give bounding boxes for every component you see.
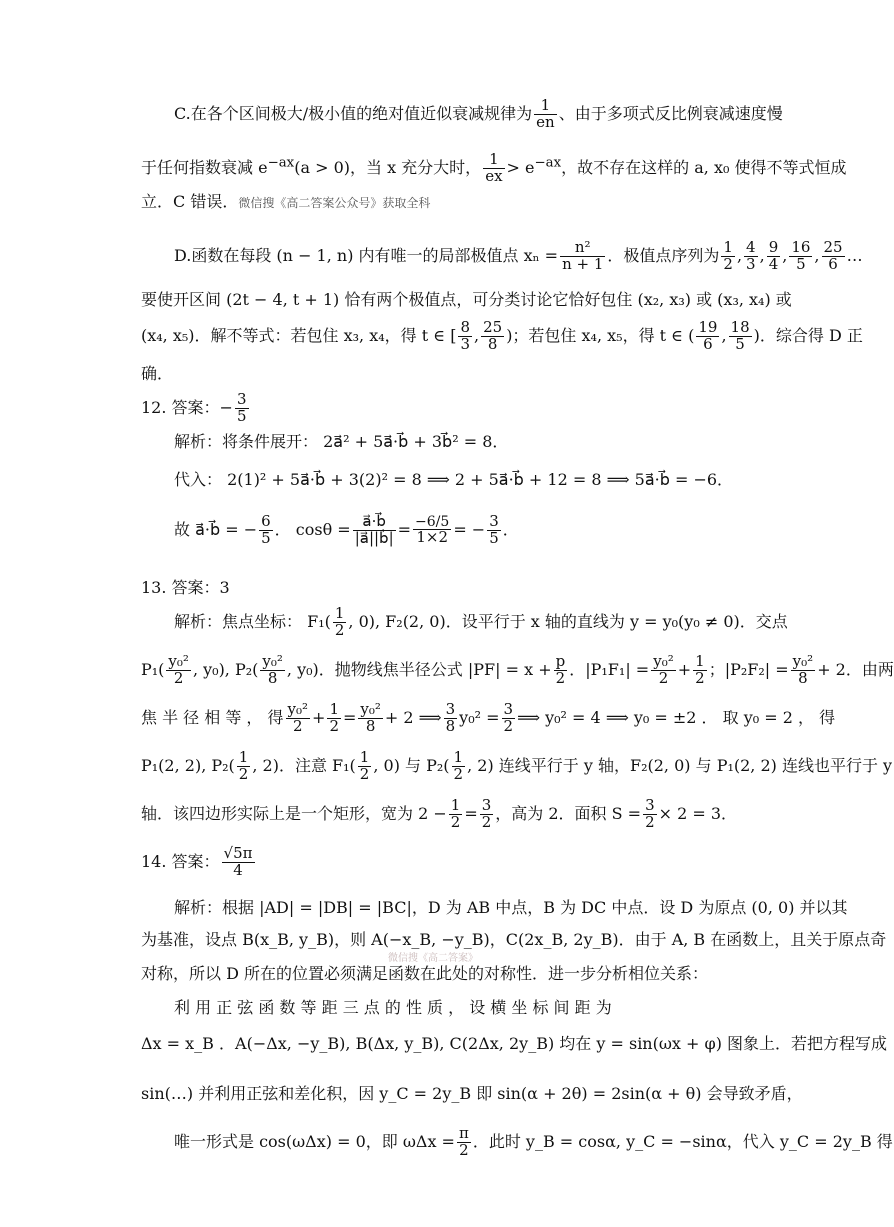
q14-analysis-5: Δx = x_B ．A(−Δx, −y_B), B(Δx, y_B), C(2Δx, 2y_B) 均在 y = sin(ωx + φ) 图象上．若把方程写成 <box>141 1034 888 1053</box>
q13-answer: 13. 答案：3 <box>141 578 230 597</box>
q13-analysis-4: P₁(2, 2), P₂( $\frac{1}{2}$ , 2)．注意 F₁( $\frac{1}{2}$ , 0) 与 P₂( $\frac{1}{2}$ , 2) 连线平行于 y 轴，F₂(2, 0) 与 P₁(2, 2) 连线也平行于 y <box>141 748 893 783</box>
extremum-sequence: $\frac{1}{2}$ , $\frac{4}{3}$ , $\frac{9}{4}$ , $\frac{16}{5}$ , $\frac{25}{6}$ <box>723 238 843 273</box>
text-line-d-option-1: D.函数在每段 (n − 1, n) 内有唯一的局部极值点 xₙ = $\frac{\text{n²}}{n + 1}$ ．极值点序列为 $\frac{1}{2}$ , $\frac{4}{3}$ , $\frac{9}{4}$ , $\frac{16}{5}$ , $\frac{25}{6}$ … <box>174 238 863 273</box>
text-line-d-option-2: 要使开区间 (2t − 4, t + 1) 恰有两个极值点，可分类讨论它恰好包住 (x₂, x₃) 或 (x₃, x₄) 或 <box>141 290 792 309</box>
q14-analysis-7: 唯一形式是 cos(ωΔx) = 0，即 ωΔx = $\frac{\pi}{2}$ ．此时 y_B = cosα, y_C = −sinα，代入 y_C = 2y_B 得 <box>174 1124 893 1159</box>
q12-analysis-2: 代入： 2(1)² + 5a⃗·b⃗ + 3(2)² = 8 ⟹ 2 + 5a⃗·b⃗ + 12 = 8 ⟹ 5a⃗·b⃗ = −6． <box>174 470 734 489</box>
fraction: $\frac{1}{en}$ <box>536 96 555 131</box>
fraction: $\frac{\text{y₀²}}{8}$ <box>792 652 814 687</box>
fraction: $\frac{\text{y₀²}}{2}$ <box>653 652 674 687</box>
q12-analysis-1: 解析：将条件展开： 2a⃗² + 5a⃗·b⃗ + 3b⃗² = 8． <box>174 432 509 451</box>
fraction: $\frac{3}{8}$ <box>445 700 456 735</box>
fraction: $\frac{3}{5}$ <box>236 390 247 425</box>
q14-analysis-2: 为基准，设点 B(x_B, y_B)，则 A(−x_B, −y_B)，C(2x_B, 2y_B)．由于 A, B 在函数上，且关于原点奇 <box>141 930 887 949</box>
q14-answer: 14. 答案： $\frac{√5\pi}{4}$ <box>141 844 253 879</box>
fraction: $\frac{3}{2}$ <box>645 796 655 831</box>
text: C.在各个区间极大/极小值的绝对值近似衰减规律为 <box>174 103 533 123</box>
sequence-fraction: $\frac{4}{3}$ <box>746 238 756 273</box>
text: 、由于多项式反比例衰减速度慢 <box>558 103 783 123</box>
sequence-fraction: $\frac{9}{4}$ <box>768 238 779 273</box>
fraction: $\frac{25}{8}$ <box>483 318 503 353</box>
sequence-fraction: $\frac{25}{6}$ <box>823 238 843 273</box>
q13-analysis-5: 轴．该四边形实际上是一个矩形，宽为 2 − $\frac{1}{2}$ = $\frac{3}{2}$ ，高为 2．面积 S = $\frac{3}{2}$ × 2 = 3． <box>141 796 738 831</box>
q13-analysis-2: P₁( $\frac{\text{y₀²}}{2}$ , y₀), P₂( $\frac{\text{y₀²}}{8}$ , y₀)．抛物线焦半径公式 |PF| = x + $\frac{p}{2}$ ．|P₁F₁| = $\frac{\text{y₀²}}{2}$ + $\frac{1}{2}$ ；|P₂F₂| = $\frac{\text{y₀²}}{8}$ + 2．由两 <box>141 652 894 687</box>
fraction: $\frac{\pi}{2}$ <box>458 1124 469 1159</box>
fraction: $\frac{\text{y₀²}}{2}$ <box>168 652 189 687</box>
fraction: $\frac{3}{5}$ <box>489 512 499 547</box>
text-line-c-option-3: 立．C 错误．微信搜《高二答案公众号》获取全科 <box>141 192 431 211</box>
fraction: $\frac{1}{ex}$ <box>485 150 503 185</box>
fraction: $\frac{3}{2}$ <box>503 700 514 735</box>
fraction: $\frac{8}{3}$ <box>460 318 470 353</box>
fraction: $\frac{\text{y₀²}}{2}$ <box>287 700 309 735</box>
fraction: $\frac{\text{n²}}{n + 1}$ <box>562 238 604 273</box>
fraction: $\frac{√5\pi}{4}$ <box>223 844 253 879</box>
q14-analysis-1: 解析：根据 |AD| = |DB| = |BC|，D 为 AB 中点，B 为 DC 中点．设 D 为原点 (0, 0) 并以其 <box>174 898 848 917</box>
text-line-d-option-3: (x₄, x₅)．解不等式：若包住 x₃, x₄，得 t ∈ [ $\frac{8}{3}$ , $\frac{25}{8}$ )；若包住 x₄, x₅，得 t ∈ ( $\frac{19}{6}$ , $\frac{18}{5}$ )．综合得 D 正 <box>141 318 863 353</box>
fraction: $\frac{1}{2}$ <box>329 700 339 735</box>
text-line-c-option-2: 于任何指数衰减 $e^{-ax}(a > 0)$，当 x 充分大时， $\frac{1}{ex}$ > $e^{-ax}$，故不存在这样的 a, x₀ 使得不等式恒成 <box>141 150 847 185</box>
sequence-fraction: $\frac{1}{2}$ <box>723 238 733 273</box>
fraction: $\frac{18}{5}$ <box>730 318 750 353</box>
fraction: $\frac{\text{y₀²}}{8}$ <box>262 652 283 687</box>
fraction: $\frac{1}{2}$ <box>450 796 461 831</box>
q14-analysis-6: sin(…) 并利用正弦和差化积，因 y_C = 2y_B 即 sin(α + 2θ) = 2sin(α + θ) 会导致矛盾， <box>141 1084 803 1103</box>
fraction: $\frac{a⃗\cdot b⃗}{|a⃗||b⃗|}$ <box>354 512 394 547</box>
fraction: $\frac{\text{y₀²}}{8}$ <box>360 700 381 735</box>
fraction: $\frac{19}{6}$ <box>698 318 718 353</box>
q12-analysis-3: 故 a⃗·b⃗ = − $\frac{6}{5}$ ． cosθ = $\frac{a⃗\cdot b⃗}{|a⃗||b⃗|}$ = $\frac{-6/5}{1\times 2}$ = − $\frac{3}{5}$ ． <box>174 512 519 547</box>
watermark-text: 微信搜《高二答案》 <box>388 953 478 964</box>
q12-answer: 12. 答案：− $\frac{3}{5}$ <box>141 390 247 425</box>
fraction: $\frac{1}{2}$ <box>334 604 345 639</box>
q13-analysis-1: 解析：焦点坐标： F₁( $\frac{1}{2}$ , 0), F₂(2, 0)．设平行于 x 轴的直线为 y = y₀(y₀ ≠ 0)．交点 <box>174 604 788 639</box>
fraction: $\frac{1}{2}$ <box>695 652 705 687</box>
fraction: $\frac{1}{2}$ <box>238 748 249 783</box>
q14-analysis-4: 利 用 正 弦 函 数 等 距 三 点 的 性 质 ， 设 横 坐 标 间 距 为 <box>174 998 612 1017</box>
q14-analysis-3: 对称，所以 D 所在的位置必须满足函数在此处的对称性．进一步分析相位关系： <box>141 964 709 983</box>
fraction: $\frac{3}{2}$ <box>481 796 492 831</box>
text-line-d-option-4: 确． <box>141 364 174 383</box>
fraction: $\frac{1}{2}$ <box>359 748 370 783</box>
fraction: $\frac{6}{5}$ <box>261 512 271 547</box>
fraction: $\frac{1}{2}$ <box>453 748 464 783</box>
sequence-fraction: $\frac{16}{5}$ <box>791 238 811 273</box>
fraction: $\frac{-6/5}{1\times 2}$ <box>415 513 450 547</box>
watermark-text: 微信搜《高二答案公众号》获取全科 <box>238 196 431 210</box>
fraction: $\frac{p}{2}$ <box>555 652 566 687</box>
text-line-c-option-1 <box>174 98 783 131</box>
q13-analysis-3: 焦 半 径 相 等 ， 得 $\frac{\text{y₀²}}{2}$ + $\frac{1}{2}$ = $\frac{\text{y₀²}}{8}$ + 2 ⟹ $\frac{3}{8}$ y₀² = $\frac{3}{2}$ ⟹ y₀² = 4 ⟹ y₀ = ±2 ． 取 y₀ = 2 ， 得 <box>141 700 836 735</box>
